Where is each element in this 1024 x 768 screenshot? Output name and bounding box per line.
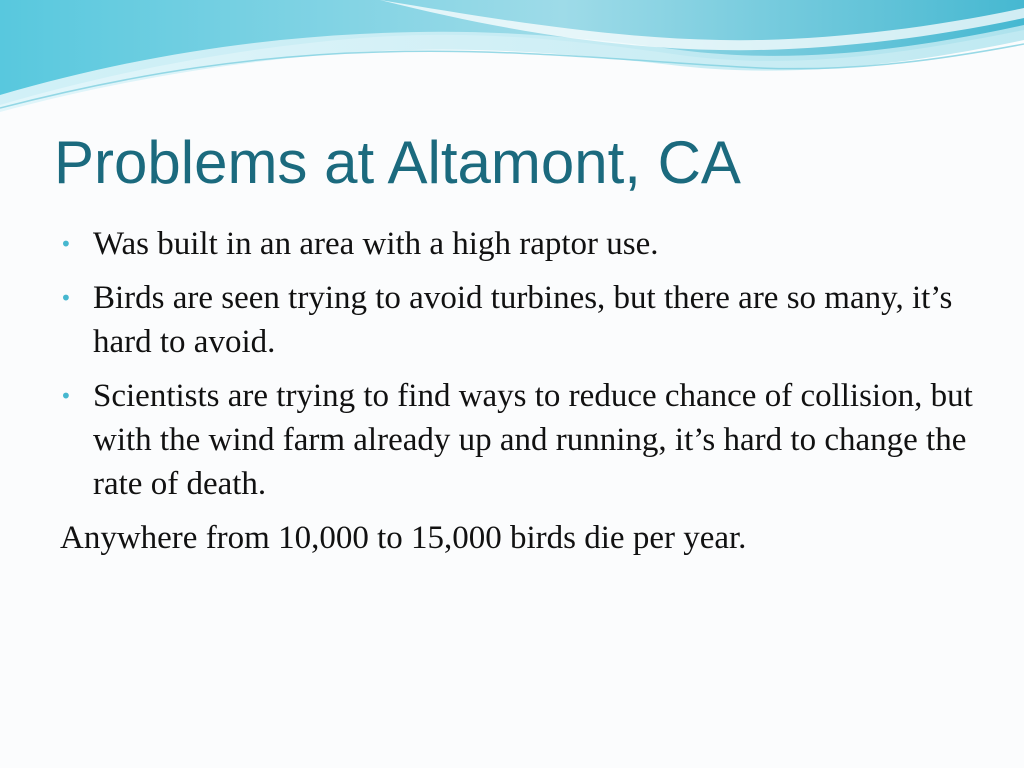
bullet-text: Birds are seen trying to avoid turbines, but there are so many, it’s hard to avoid. <box>93 280 953 360</box>
bullet-item <box>60 276 980 364</box>
bullet-text: Scientists are trying to find ways to reduce chance of collision, but with the wind farm already up and running, it’s hard to change the rate of death. <box>93 378 973 502</box>
closing-statement: Anywhere from 10,000 to 15,000 birds die per year. <box>60 520 747 556</box>
bullet-list <box>60 222 980 506</box>
bullet-item <box>60 222 980 266</box>
bullet-dot-icon: • <box>60 232 72 256</box>
bullet-dot-icon: • <box>60 384 72 408</box>
bullet-item <box>60 374 980 506</box>
decorative-wave-header <box>0 0 1024 120</box>
bullet-dot-icon: • <box>60 286 72 310</box>
slide-body <box>60 222 980 560</box>
bullet-text: Was built in an area with a high raptor use. <box>93 226 659 262</box>
slide-title: Problems at Altamont, CA <box>54 129 741 196</box>
